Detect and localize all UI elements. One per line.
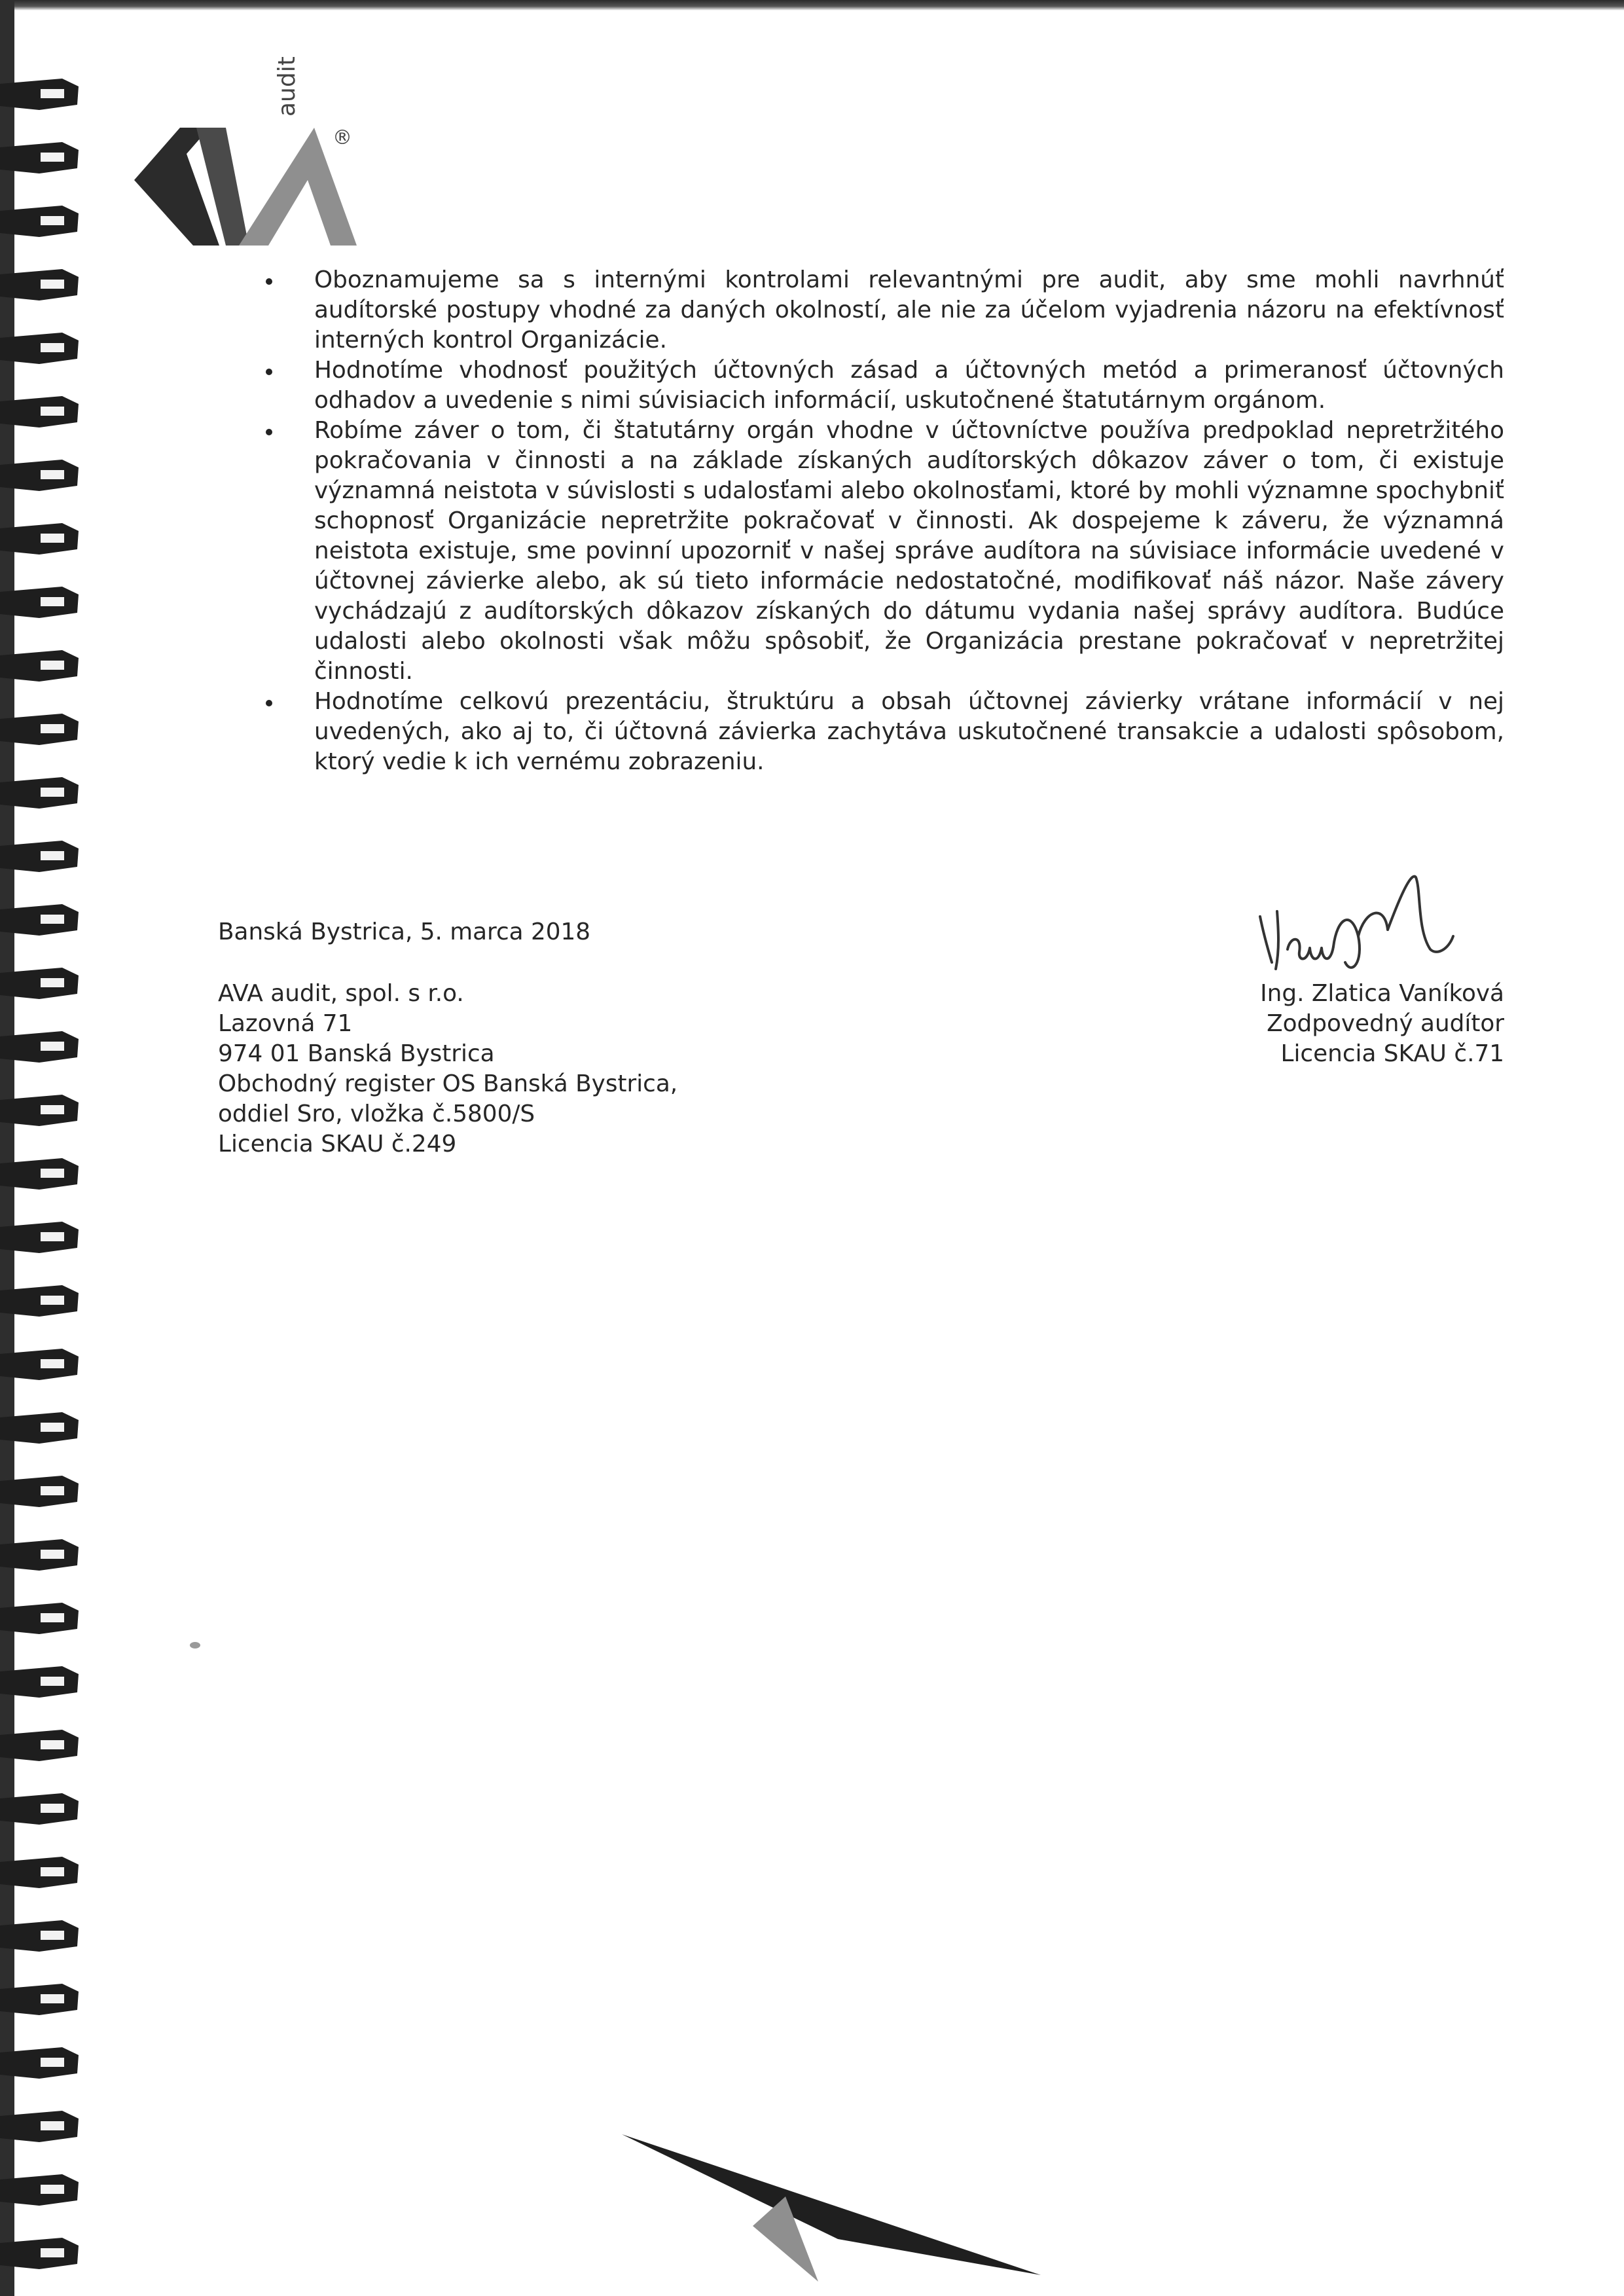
scan-top-edge [0, 0, 1624, 10]
company-license: Licencia SKAU č.249 [218, 1131, 457, 1157]
footer-logo-swoosh [622, 2134, 1047, 2285]
logo-audit-word: audit [274, 56, 300, 117]
place-and-date: Banská Bystrica, 5. marca 2018 [218, 919, 591, 945]
bullet-dot-icon [266, 278, 272, 285]
handwritten-signature [1254, 864, 1463, 989]
company-city: 974 01 Banská Bystrica [218, 1040, 495, 1067]
bullet-dot-icon [266, 700, 272, 706]
company-register-section: oddiel Sro, vložka č.5800/S [218, 1101, 535, 1127]
bullet-text: Hodnotíme celkovú prezentáciu, štruktúru a obsah účtovnej závierky vrátane informácií v nej uvedených, ako aj to, či účtovná závierka zachytáva uskutočnené transakcie a udalosti spôsobom, ktorý vedie k ich vernému zobrazeniu. [314, 688, 1504, 775]
company-name: AVA audit, spol. s r.o. [218, 980, 464, 1007]
bullet-item [254, 355, 1504, 416]
signer-role: Zodpovedný audítor [1267, 1010, 1504, 1037]
bullet-text: Hodnotíme vhodnosť použitých účtovných zásad a účtovných metód a primeranosť účtovných odhadov a uvedenie s nimi súvisiacich informácií, uskutočnené štatutárnym orgánom. [314, 357, 1504, 414]
bullet-item [254, 265, 1504, 355]
logo-registered-mark: ® [333, 126, 352, 149]
bullet-dot-icon [266, 429, 272, 435]
bullet-item [254, 687, 1504, 777]
audit-procedures-list [254, 265, 1504, 777]
signer-name: Ing. Zlatica Vaníková [1260, 980, 1504, 1007]
spiral-binding [0, 0, 92, 2296]
signer-block [1260, 979, 1504, 1069]
company-street: Lazovná 71 [218, 1010, 353, 1037]
bullet-dot-icon [266, 369, 272, 375]
bullet-text: Oboznamujeme sa s internými kontrolami relevantnými pre audit, aby sme mohli navrhnúť audítorské postupy vhodné za daných okolností, ale nie za účelom vyjadrenia názoru na efektívnosť interných kontrol Organizácie. [314, 266, 1504, 354]
company-register: Obchodný register OS Banská Bystrica, [218, 1070, 678, 1097]
company-address-block [218, 979, 677, 1159]
scan-speck [190, 1642, 200, 1649]
bullet-text: Robíme záver o tom, či štatutárny orgán vhodne v účtovníctve používa predpoklad nepretržitého pokračovania v činnosti a na základe získaných audítorských dôkazov záver o tom, či existuje významná neistota v súvislosti s udalosťami alebo okolnosťami, ktoré by mohli významne spochybniť schopnosť Organizácie nepretržite pokračovať v činnosti. Ak dospejeme k záveru, že významná neistota existuje, sme povinní upozorniť v našej správe audítora na súvisiace informácie uvedené v účtovnej závierke alebo, ak sú tieto informácie nedostatočné, modifikovať náš názor. Naše závery vychádzajú z audítorských dôkazov získaných do dátumu vydania našej správy audítora. Budúce udalosti alebo okolnosti však môžu spôsobiť, že Organizácia prestane pokračovať v nepretržitej činnosti. [314, 417, 1504, 685]
signer-license: Licencia SKAU č.71 [1280, 1040, 1504, 1067]
bullet-item [254, 416, 1504, 687]
